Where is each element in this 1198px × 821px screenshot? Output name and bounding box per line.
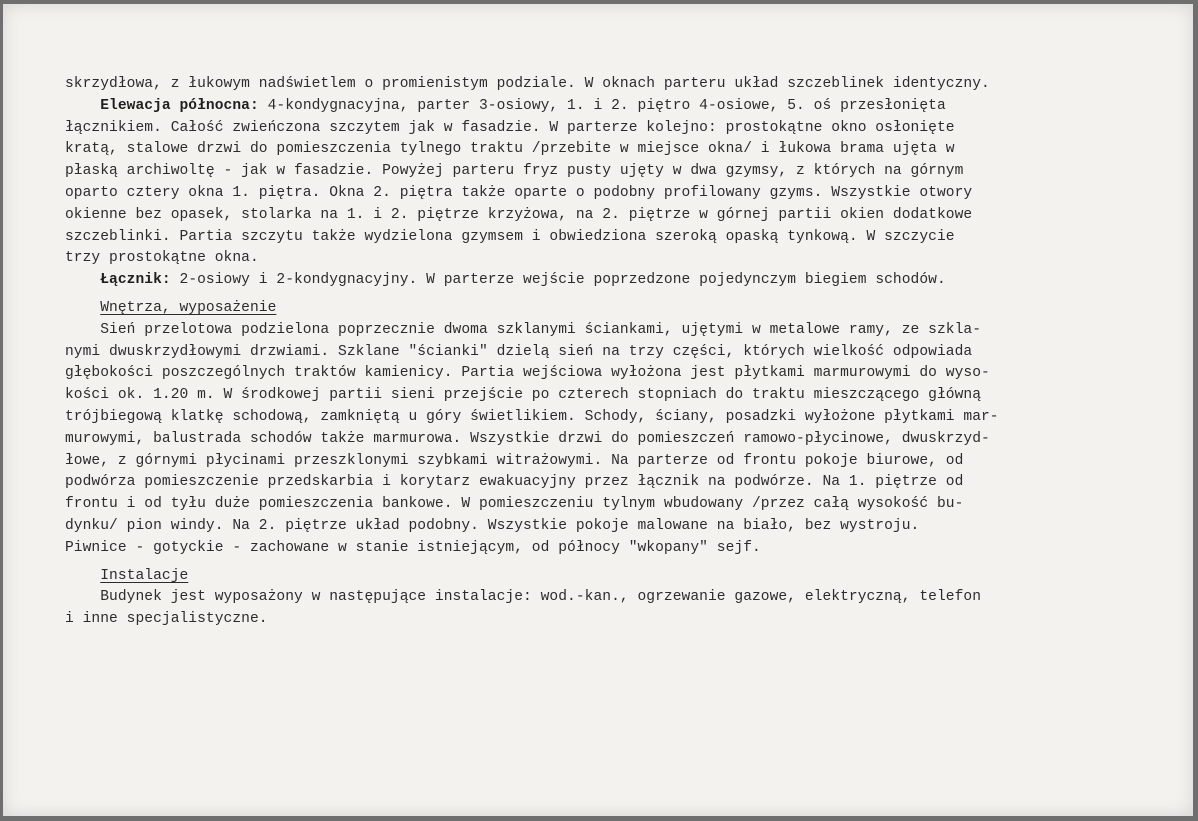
line-text: 4-kondygnacyjna, parter 3-osiowy, 1. i 2. piętro 4-osiowe, 5. oś przesłonięta xyxy=(258,97,946,114)
text-line xyxy=(65,587,1145,609)
text-line xyxy=(65,538,1145,560)
line-text: Budynek jest wyposażony w następujące instalacje: wod.-kan., ogrzewanie gazowe, elektryczną, telefon xyxy=(65,589,981,606)
heading-installations xyxy=(65,566,1145,588)
typewritten-text xyxy=(65,74,1145,631)
text-line xyxy=(65,96,1145,118)
text-line xyxy=(65,248,1145,270)
line-text: murowymi, balustrada schodów także marmurowa. Wszystkie drzwi do pomieszczeń ramowo-płycinowe, dwuskrzyd- xyxy=(65,430,990,447)
line-text: Piwnice - gotyckie - zachowane w stanie istniejącym, od północy "wkopany" sejf. xyxy=(65,539,761,556)
text-line xyxy=(65,118,1145,140)
heading-installations-text: Instalacje xyxy=(100,567,189,584)
heading-interiors xyxy=(65,298,1145,320)
text-line xyxy=(65,205,1145,227)
text-line xyxy=(65,385,1145,407)
section-label-connector: Łącznik: xyxy=(100,272,171,289)
text-line xyxy=(65,429,1145,451)
line-text: trójbiegową klatkę schodową, zamkniętą u góry świetlikiem. Schody, ściany, posadzki wyłożone płytkami mar- xyxy=(65,408,999,425)
text-line xyxy=(65,320,1145,342)
indent xyxy=(65,98,100,114)
text-line xyxy=(65,494,1145,516)
line-text: dynku/ pion windy. Na 2. piętrze układ podobny. Wszystkie pokoje malowane na biało, bez wystroju. xyxy=(65,517,920,534)
text-line xyxy=(65,139,1145,161)
text-line xyxy=(65,516,1145,538)
text-line xyxy=(65,472,1145,494)
text-line xyxy=(65,227,1145,249)
text-line xyxy=(65,161,1145,183)
text-line xyxy=(65,342,1145,364)
line-text: 2-osiowy i 2-kondygnacyjny. W parterze wejście poprzedzone pojedynczym biegiem schodów. xyxy=(170,272,946,289)
line-text: podwórza pomieszczenie przedskarbia i korytarz ewakuacyjny przez łącznik na podwórze. Na 1. piętrze od xyxy=(65,474,964,491)
document-page xyxy=(3,4,1193,816)
line-text: kratą, stalowe drzwi do pomieszczenia tylnego traktu /przebite w miejsce okna/ i łukowa brama ujęta w xyxy=(65,141,955,158)
section-label-north-elevation: Elewacja północna: xyxy=(100,97,259,114)
text-line xyxy=(65,74,1145,96)
text-line xyxy=(65,183,1145,205)
text-line xyxy=(65,363,1145,385)
line-text: skrzydłowa, z łukowym nadświetlem o promienistym podziale. W oknach parteru układ szczeblinek identyczny. xyxy=(65,76,990,92)
line-text: Sień przelotowa podzielona poprzecznie dwoma szklanymi ściankami, ujętymi w metalowe ramy, ze szkla- xyxy=(65,321,981,338)
text-line xyxy=(65,270,1145,292)
line-text: trzy prostokątne okna. xyxy=(65,250,259,267)
line-text: kości ok. 1.20 m. W środkowej partii sieni przejście po czterech stopniach do traktu mieszczącego główną xyxy=(65,387,981,404)
line-text: frontu i od tyłu duże pomieszczenia bankowe. W pomieszczeniu tylnym wbudowany /przez całą wysokość bu- xyxy=(65,496,964,513)
line-text: okienne bez opasek, stolarka na 1. i 2. piętrze krzyżowa, na 2. piętrze w górnej partii okien dodatkowe xyxy=(65,206,973,223)
line-text: oparto cztery okna 1. piętra. Okna 2. piętra także oparte o podobny profilowany gzyms. Wszystkie otwory xyxy=(65,184,973,201)
line-text: nymi dwuskrzydłowymi drzwiami. Szklane "ścianki" dzielą sień na trzy części, których wielkość odpowiada xyxy=(65,343,973,360)
line-text: szczeblinki. Partia szczytu także wydzielona gzymsem i obwiedziona szeroką opaską tynkową. W szczycie xyxy=(65,228,955,245)
line-text: i inne specjalistyczne. xyxy=(65,611,268,628)
line-text: głębokości poszczególnych traktów kamienicy. Partia wejściowa wyłożona jest płytkami marmurowymi do wyso- xyxy=(65,365,990,382)
line-text: łącznikiem. Całość zwieńczona szczytem jak w fasadzie. W parterze kolejno: prostokątne okno osłonięte xyxy=(65,119,955,136)
text-line xyxy=(65,609,1145,631)
line-text: łowe, z górnymi płycinami przeszklonymi szybkami witrażowymi. Na parterze od frontu pokoje biurowe, od xyxy=(65,452,964,469)
text-line xyxy=(65,407,1145,429)
indent xyxy=(65,272,100,288)
line-text: płaską archiwoltę - jak w fasadzie. Powyżej parteru fryz pusty ujęty w dwa gzymsy, z których na górnym xyxy=(65,163,964,180)
text-line xyxy=(65,451,1145,473)
heading-interiors-text: Wnętrza, wyposażenie xyxy=(100,299,277,316)
